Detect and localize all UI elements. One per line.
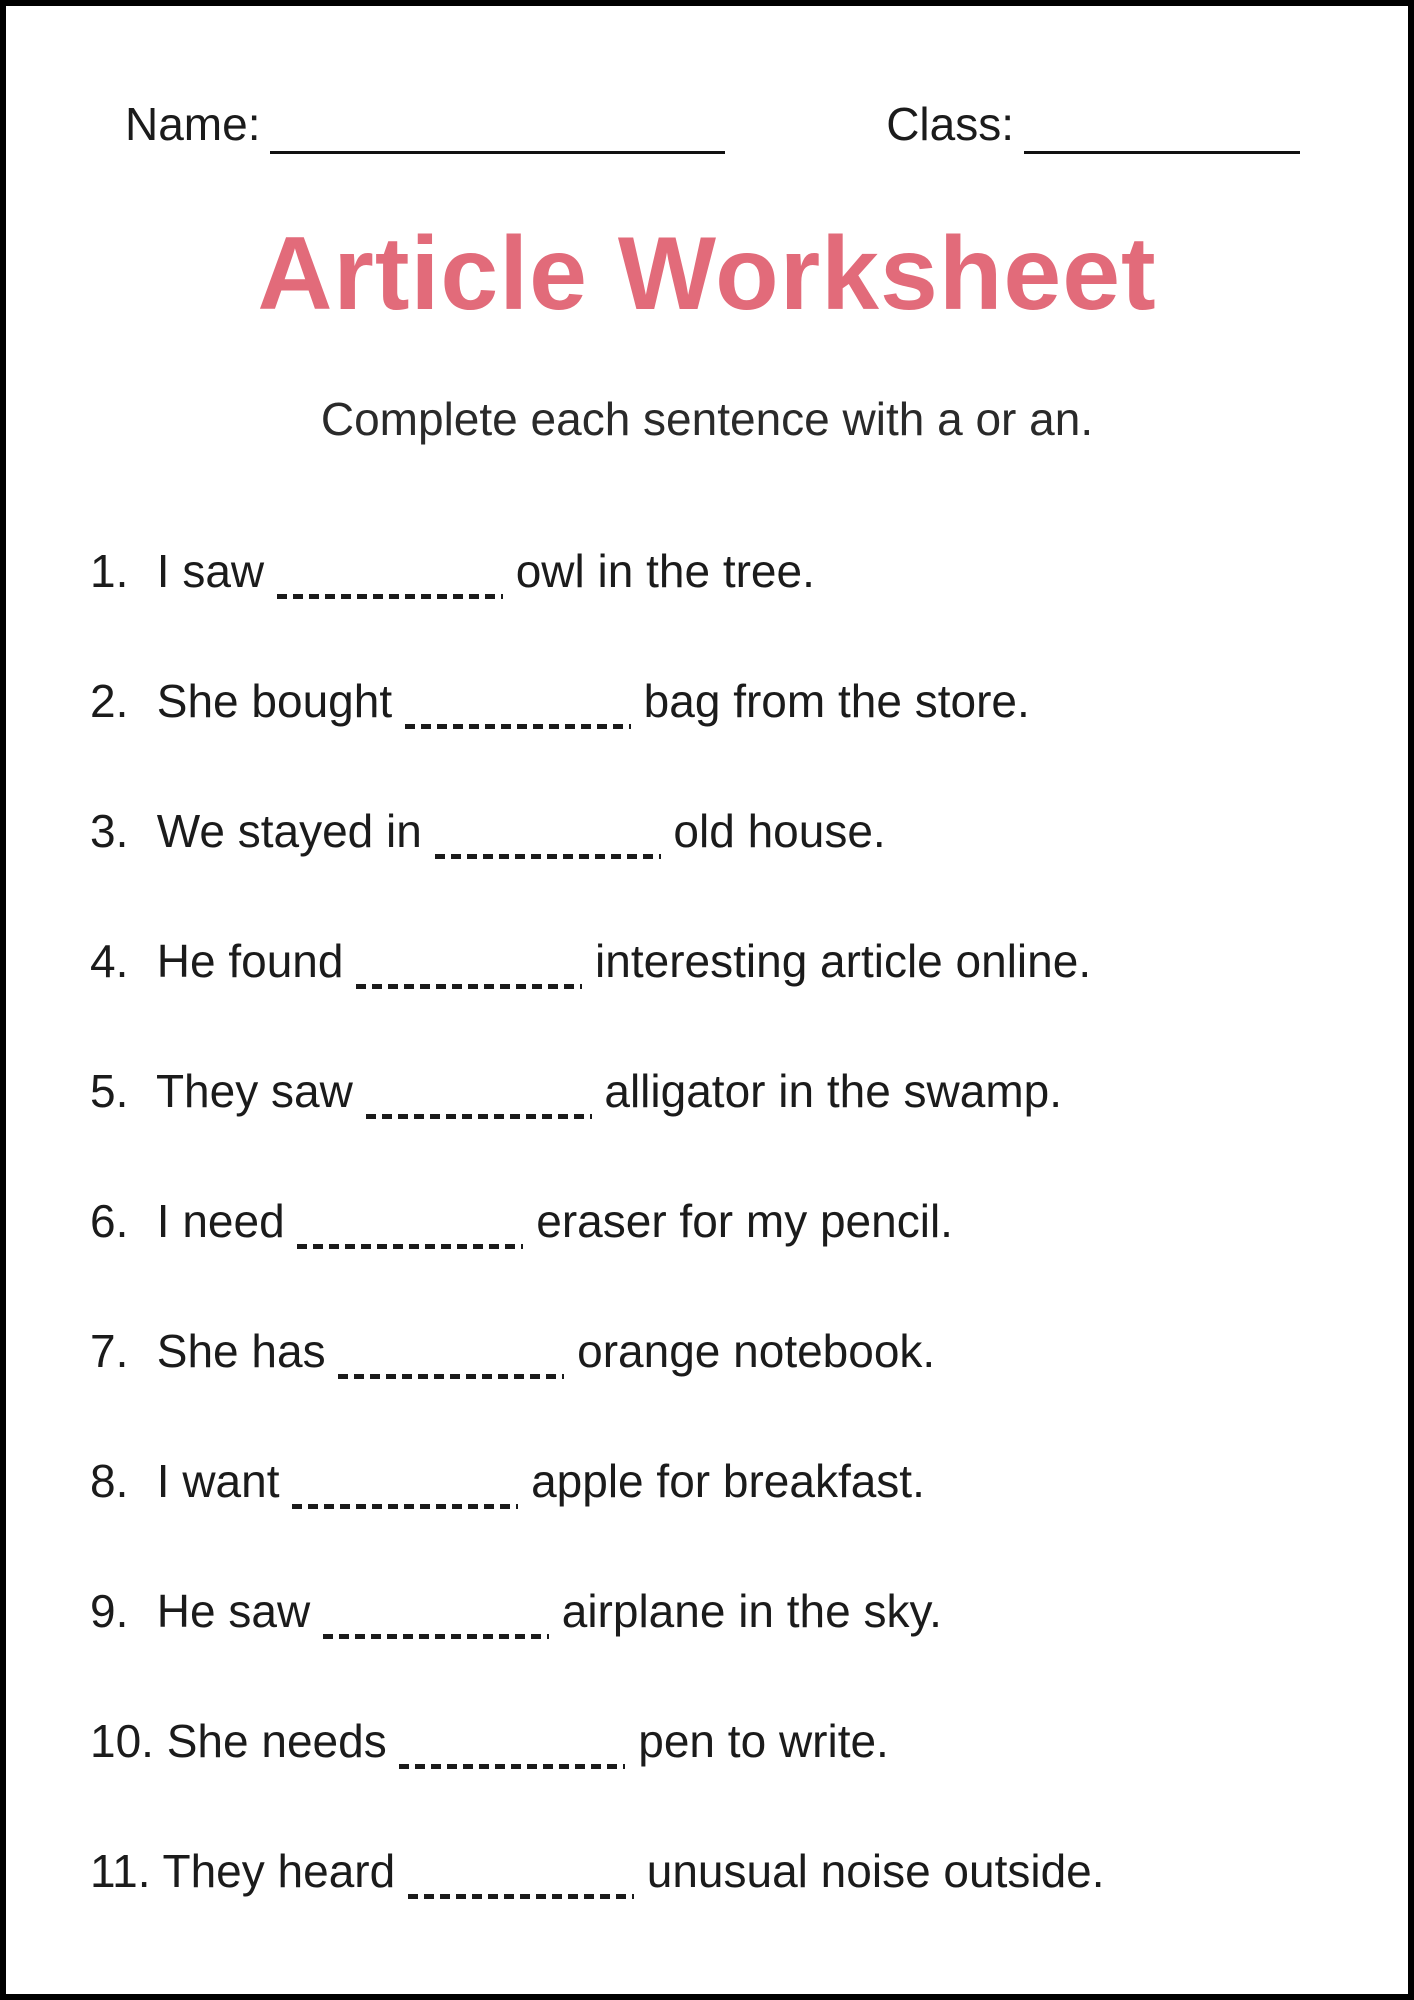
question-text-before-blank: I want	[156, 1455, 280, 1507]
question-row	[90, 546, 1368, 676]
question-text-after-blank: unusual noise outside.	[646, 1845, 1105, 1897]
question-number: 11.	[90, 1845, 151, 1897]
answer-blank[interactable]	[297, 1207, 523, 1249]
question-number: 4.	[90, 935, 129, 987]
answer-blank[interactable]	[323, 1597, 549, 1639]
answer-blank[interactable]	[277, 557, 503, 599]
question-number: 2.	[90, 675, 129, 727]
question-number: 6.	[90, 1195, 129, 1247]
answer-blank[interactable]	[366, 1077, 592, 1119]
question-row	[90, 806, 1368, 936]
question-text-after-blank: airplane in the sky.	[561, 1585, 942, 1637]
question-text-before-blank: He found	[156, 935, 344, 987]
question-text-after-blank: eraser for my pencil.	[536, 1195, 953, 1247]
question-row	[90, 936, 1368, 1066]
question-text-before-blank: We stayed in	[156, 805, 422, 857]
question-text-before-blank: She needs	[166, 1715, 387, 1767]
question-row	[90, 1326, 1368, 1456]
answer-blank[interactable]	[338, 1337, 564, 1379]
question-text-before-blank: I need	[156, 1195, 285, 1247]
question-text-after-blank: pen to write.	[638, 1715, 889, 1767]
name-line[interactable]	[270, 114, 725, 154]
question-row	[90, 1196, 1368, 1326]
question-row	[90, 1456, 1368, 1586]
question-text-before-blank: He saw	[156, 1585, 311, 1637]
name-label: Name:	[125, 98, 261, 150]
question-number: 1.	[90, 545, 129, 597]
page-title: Article Worksheet	[257, 216, 1157, 332]
question-text-before-blank: I saw	[156, 545, 265, 597]
question-text-after-blank: interesting article online.	[595, 935, 1092, 987]
answer-blank[interactable]	[405, 687, 631, 729]
question-text-after-blank: apple for breakfast.	[531, 1455, 925, 1507]
answer-blank[interactable]	[399, 1727, 625, 1769]
question-text-before-blank: They saw	[155, 1065, 353, 1117]
question-text-after-blank: alligator in the swamp.	[604, 1065, 1063, 1117]
question-text-after-blank: owl in the tree.	[515, 545, 815, 597]
question-text-before-blank: They heard	[162, 1845, 396, 1897]
answer-blank[interactable]	[408, 1857, 634, 1899]
question-text-after-blank: orange notebook.	[577, 1325, 936, 1377]
question-row	[90, 1586, 1368, 1716]
question-number: 9.	[90, 1585, 129, 1637]
question-text-after-blank: bag from the store.	[643, 675, 1030, 727]
question-row	[90, 1846, 1368, 1976]
class-label: Class:	[886, 98, 1014, 150]
instructions: Complete each sentence with a or an.	[320, 393, 1094, 445]
question-row	[90, 1066, 1368, 1196]
question-text-after-blank: old house.	[673, 805, 886, 857]
answer-blank[interactable]	[435, 817, 661, 859]
question-list	[90, 546, 1368, 1976]
question-row	[90, 1716, 1368, 1846]
answer-blank[interactable]	[356, 947, 582, 989]
answer-blank[interactable]	[292, 1467, 518, 1509]
name-field	[125, 98, 725, 154]
question-number: 10.	[90, 1715, 154, 1767]
question-text-before-blank: She bought	[156, 675, 393, 727]
question-number: 3.	[90, 805, 129, 857]
class-line[interactable]	[1024, 114, 1300, 154]
question-number: 7.	[90, 1325, 129, 1377]
class-field	[886, 98, 1300, 154]
worksheet-header	[125, 98, 1300, 154]
question-row	[90, 676, 1368, 806]
question-text-before-blank: She has	[156, 1325, 326, 1377]
question-number: 5.	[90, 1065, 129, 1117]
question-number: 8.	[90, 1455, 129, 1507]
